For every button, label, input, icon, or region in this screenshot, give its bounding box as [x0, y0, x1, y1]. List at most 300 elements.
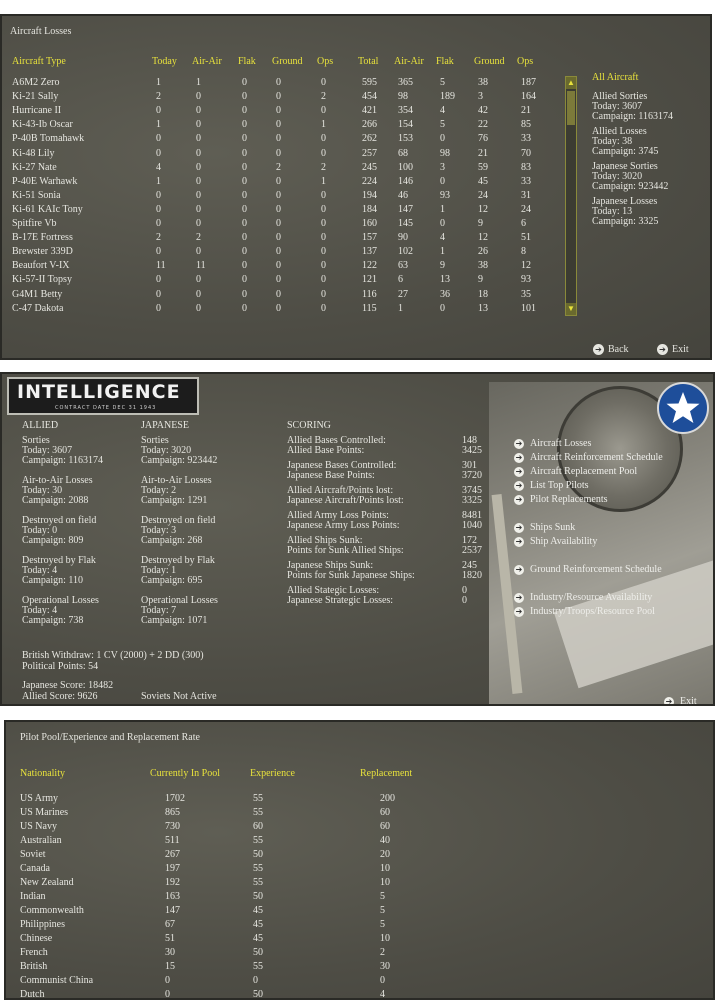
arrow-right-icon: ➔ — [515, 592, 523, 602]
table-cell: 0 — [156, 147, 161, 159]
table-cell: 865 — [165, 807, 180, 818]
table-cell: 20 — [380, 849, 390, 860]
intel-link-label: Aircraft Reinforcement Schedule — [530, 452, 663, 463]
table-cell: 1 — [398, 302, 403, 314]
table-cell: 55 — [253, 863, 263, 874]
table-cell: 0 — [242, 218, 247, 229]
political-points: Political Points: 54 — [22, 661, 99, 672]
table-cell: 0 — [196, 119, 201, 131]
score-value: 8481 — [462, 510, 482, 521]
pilot-pool-title: Pilot Pool/Experience and Replacement Rate — [20, 732, 200, 743]
score-value: 2537 — [462, 545, 482, 556]
table-cell: 38 — [478, 260, 488, 272]
table-cell: 46 — [398, 189, 408, 201]
intel-exit-button[interactable]: ➔ Exit — [665, 696, 697, 706]
table-cell: Spitfire Vb — [12, 218, 57, 229]
score-value: 3425 — [462, 445, 482, 456]
table-cell: Ki-51 Sonia — [12, 189, 61, 201]
aircraft-losses-panel — [0, 14, 712, 360]
intel-link[interactable] — [514, 536, 597, 547]
table-cell: 0 — [440, 133, 445, 145]
table-cell: 63 — [398, 260, 408, 272]
allied-sorties-summary: Allied Sorties Today: 3607 Campaign: 1163174 — [592, 91, 674, 122]
table-cell: 5 — [440, 119, 445, 131]
table-cell: 187 — [521, 77, 536, 88]
table-cell: 9 — [478, 274, 483, 286]
table-cell: 30 — [165, 947, 175, 958]
table-cell: 0 — [321, 133, 326, 145]
table-cell: 4 — [440, 105, 445, 117]
table-cell: 0 — [242, 161, 247, 173]
table-cell: 0 — [440, 218, 445, 229]
table-cell: Philippines — [20, 919, 66, 930]
column-header: Flak — [238, 56, 256, 67]
table-cell: 0 — [276, 147, 281, 159]
table-cell: Commonwealth — [20, 905, 84, 916]
table-cell: 1 — [156, 77, 161, 88]
arrow-right-icon: ➔ — [665, 696, 673, 706]
table-cell: 0 — [276, 133, 281, 145]
intel-link-label: Industry/Resource Availability — [530, 592, 653, 603]
table-cell: 122 — [362, 260, 377, 272]
table-cell: 0 — [242, 91, 247, 103]
table-cell: 1 — [440, 246, 445, 258]
table-cell: 13 — [440, 274, 450, 286]
score-value: 148 — [462, 435, 477, 446]
table-cell: Brewster 339D — [12, 246, 73, 258]
table-cell: 22 — [478, 119, 488, 131]
stat-line: Destroyed by Flak — [22, 555, 96, 566]
table-cell: 0 — [321, 77, 326, 88]
table-cell: 454 — [362, 91, 377, 103]
stat-line: Today: 1 — [141, 565, 177, 576]
stat-line: Air-to-Air Losses — [141, 475, 212, 486]
table-cell: 115 — [362, 302, 377, 314]
table-cell: 70 — [521, 147, 531, 159]
table-cell: 55 — [253, 793, 263, 804]
column-header: Aircraft Type — [12, 56, 66, 67]
table-cell: 68 — [398, 147, 408, 159]
table-cell: 0 — [276, 105, 281, 117]
table-cell: 262 — [362, 133, 377, 145]
score-value: 3745 — [462, 485, 482, 496]
score-value: 0 — [462, 595, 467, 606]
japanese-sorties-summary: Japanese Sorties Today: 3020 Campaign: 923442 — [592, 161, 669, 192]
table-cell: 67 — [165, 919, 175, 930]
stat-line: Operational Losses — [141, 595, 218, 606]
table-cell: 0 — [242, 189, 247, 201]
stat-line: Today: 7 — [141, 605, 177, 616]
arrow-right-icon: ➔ — [515, 536, 523, 546]
table-cell: 40 — [380, 835, 390, 846]
intel-link-label: Aircraft Losses — [530, 438, 592, 449]
table-cell: 11 — [156, 260, 166, 272]
table-cell: 45 — [253, 905, 263, 916]
table-cell: Australian — [20, 835, 62, 846]
table-cell: 51 — [165, 933, 175, 944]
table-cell: 0 — [321, 274, 326, 286]
intel-link-label: Industry/Troops/Resource Pool — [530, 606, 655, 617]
table-cell: 55 — [253, 807, 263, 818]
arrow-right-icon: ➔ — [515, 564, 523, 574]
table-cell: French — [20, 947, 48, 958]
allied-header: ALLIED — [22, 420, 59, 431]
back-button[interactable]: ➔ Back — [593, 344, 629, 355]
table-cell: 100 — [398, 161, 413, 173]
stat-line: Today: 4 — [22, 565, 58, 576]
table-cell: 2 — [380, 947, 385, 958]
table-cell: 0 — [196, 161, 201, 173]
table-cell: 0 — [156, 302, 161, 314]
table-cell: 0 — [165, 989, 170, 1000]
allied-score: Allied Score: 9626 — [22, 691, 98, 702]
score-label: Japanese Aircraft/Points lost: — [287, 495, 404, 506]
stat-line: Campaign: 695 — [141, 575, 203, 586]
table-cell: 5 — [440, 77, 445, 88]
table-cell: 85 — [521, 119, 531, 131]
table-cell: 45 — [253, 919, 263, 930]
table-cell: 2 — [156, 232, 161, 244]
table-cell: 18 — [478, 288, 488, 300]
table-cell: 0 — [242, 133, 247, 145]
score-label: Japanese Base Points: — [287, 470, 375, 481]
table-cell: 2 — [156, 91, 161, 103]
table-cell: 2 — [276, 161, 281, 173]
table-cell: 12 — [478, 203, 488, 215]
column-header: Air-Air — [394, 56, 424, 67]
table-cell: 0 — [276, 288, 281, 300]
intel-link[interactable] — [514, 480, 589, 491]
table-cell: P-40E Warhawk — [12, 175, 78, 187]
exit-button[interactable]: ➔ Exit — [657, 344, 689, 355]
table-cell: 59 — [478, 161, 488, 173]
table-cell: 5 — [380, 891, 385, 902]
table-cell: B-17E Fortress — [12, 232, 73, 244]
table-cell: 0 — [156, 274, 161, 286]
table-cell: Communist China — [20, 975, 94, 986]
scroll-down-icon[interactable]: ▼ — [567, 304, 575, 313]
intel-link-label: Ships Sunk — [530, 522, 576, 533]
column-header: Ops — [317, 56, 334, 67]
table-cell: Ki-43-Ib Oscar — [12, 119, 73, 131]
intel-link[interactable] — [514, 522, 575, 533]
table-cell: 0 — [242, 105, 247, 117]
table-cell: 27 — [398, 288, 408, 300]
table-cell: 2 — [196, 232, 201, 244]
table-cell: 24 — [521, 203, 531, 215]
table-cell: 33 — [521, 175, 531, 187]
scroll-thumb[interactable] — [567, 91, 575, 125]
table-cell: 21 — [478, 147, 488, 159]
table-cell: 0 — [242, 175, 247, 187]
table-cell: 157 — [362, 232, 377, 244]
stat-line: Today: 3607 — [22, 445, 73, 456]
intelligence-panel — [0, 372, 715, 706]
table-cell: 93 — [521, 274, 531, 286]
table-cell: 194 — [362, 189, 377, 201]
table-cell: 0 — [242, 260, 247, 272]
column-header: Today — [152, 56, 177, 67]
table-cell: 0 — [321, 203, 326, 215]
table-cell: 1 — [321, 119, 326, 131]
table-cell: 0 — [196, 189, 201, 201]
table-cell: 90 — [398, 232, 408, 244]
table-cell: 2 — [321, 91, 326, 103]
table-cell: 5 — [380, 919, 385, 930]
table-cell: 50 — [253, 891, 263, 902]
table-cell: 102 — [398, 246, 413, 258]
table-cell: 0 — [242, 147, 247, 159]
intel-link-label: Ground Reinforcement Schedule — [530, 564, 662, 575]
stat-line: Today: 3020 — [141, 445, 192, 456]
score-label: Allied Ships Sunk: — [287, 535, 363, 546]
stat-line: Today: 2 — [141, 485, 177, 496]
table-cell: 93 — [440, 189, 450, 201]
pilot-pool-panel — [4, 720, 715, 1000]
table-cell: 0 — [242, 203, 247, 215]
table-cell: 0 — [380, 975, 385, 986]
table-cell: 421 — [362, 105, 377, 117]
table-cell: 0 — [253, 975, 258, 986]
stat-line: Campaign: 1291 — [141, 495, 208, 506]
table-cell: 0 — [440, 175, 445, 187]
table-cell: 0 — [196, 175, 201, 187]
column-header: Ground — [474, 56, 505, 67]
table-cell: 0 — [242, 288, 247, 300]
table-cell: 1 — [196, 77, 201, 88]
table-cell: Ki-57-II Topsy — [12, 274, 72, 286]
table-cell: 184 — [362, 203, 377, 215]
column-header: Ground — [272, 56, 303, 67]
table-cell: 245 — [362, 161, 377, 173]
table-cell: 10 — [380, 933, 390, 944]
table-cell: 10 — [380, 863, 390, 874]
table-cell: 0 — [196, 288, 201, 300]
intel-link-label: List Top Pilots — [530, 480, 589, 491]
intel-link[interactable] — [514, 564, 662, 575]
japanese-score: Japanese Score: 18482 — [22, 680, 114, 691]
stat-line: Today: 4 — [22, 605, 58, 616]
intel-link[interactable] — [514, 606, 655, 617]
score-value: 1820 — [462, 570, 482, 581]
table-cell: New Zealand — [20, 877, 74, 888]
table-cell: 8 — [521, 246, 526, 258]
stat-line: Campaign: 2088 — [22, 495, 89, 506]
table-cell: 0 — [156, 288, 161, 300]
table-cell: 365 — [398, 77, 413, 88]
table-cell: 0 — [242, 274, 247, 286]
table-cell: 0 — [242, 77, 247, 88]
table-cell: 0 — [276, 77, 281, 88]
stat-line: Campaign: 1163174 — [22, 455, 104, 466]
table-cell: 0 — [196, 274, 201, 286]
table-cell: 0 — [196, 203, 201, 215]
stat-line: Campaign: 268 — [141, 535, 203, 546]
arrow-right-icon: ➔ — [515, 494, 523, 504]
table-cell: 21 — [521, 105, 531, 117]
column-header: Replacement — [360, 768, 413, 779]
intelligence-banner: INTELLIGENCE CONTRACT DATE DEC 31 1943 — [7, 377, 199, 415]
stat-line: Operational Losses — [22, 595, 99, 606]
table-cell: 60 — [380, 807, 390, 818]
stat-line: Campaign: 923442 — [141, 455, 218, 466]
table-cell: 0 — [276, 203, 281, 215]
score-value: 3325 — [462, 495, 482, 506]
stat-line: Sorties — [141, 435, 169, 446]
table-cell: 0 — [321, 105, 326, 117]
table-cell: 163 — [165, 891, 180, 902]
table-cell: 45 — [478, 175, 488, 187]
table-cell: 3 — [478, 91, 483, 103]
allied-losses-summary: Allied Losses Today: 38 Campaign: 3745 — [592, 126, 659, 157]
score-label: Allied Army Loss Points: — [287, 510, 389, 521]
table-cell: 98 — [440, 147, 450, 159]
table-cell: 55 — [253, 877, 263, 888]
intel-link[interactable] — [514, 494, 608, 505]
table-cell: 147 — [398, 203, 413, 215]
panel-title: Aircraft Losses — [10, 26, 72, 37]
table-cell: 60 — [253, 821, 263, 832]
table-cell: 76 — [478, 133, 488, 145]
table-cell: 0 — [156, 203, 161, 215]
score-value: 1040 — [462, 520, 482, 531]
table-cell: Beaufort V-IX — [12, 260, 70, 272]
table-cell: 55 — [253, 835, 263, 846]
column-header: Currently In Pool — [150, 768, 220, 779]
intel-link[interactable] — [514, 438, 591, 449]
table-cell: US Army — [20, 793, 59, 804]
table-cell: 0 — [321, 260, 326, 272]
column-header: Flak — [436, 56, 454, 67]
soviets-status: Soviets Not Active — [141, 691, 217, 702]
score-label: Points for Sunk Japanese Ships: — [287, 570, 415, 581]
table-cell: 164 — [521, 91, 536, 103]
table-cell: 0 — [276, 175, 281, 187]
japanese-header: JAPANESE — [141, 420, 189, 431]
table-cell: US Navy — [20, 821, 57, 832]
column-header: Experience — [250, 768, 295, 779]
table-cell: 42 — [478, 105, 488, 117]
table-cell: 511 — [165, 835, 180, 846]
table-cell: 0 — [276, 189, 281, 201]
stat-line: Campaign: 110 — [22, 575, 84, 586]
table-cell: 45 — [253, 933, 263, 944]
stat-line: Destroyed by Flak — [141, 555, 215, 566]
table-cell: 257 — [362, 147, 377, 159]
table-cell: Chinese — [20, 933, 53, 944]
stat-line: Today: 30 — [22, 485, 63, 496]
table-cell: Indian — [20, 891, 46, 902]
scoring-header: SCORING — [287, 420, 331, 431]
table-cell: 121 — [362, 274, 377, 286]
stat-line: Today: 3 — [141, 525, 177, 536]
table-cell: 38 — [478, 77, 488, 88]
star-emblem-icon — [657, 382, 709, 434]
intel-link[interactable] — [514, 452, 663, 463]
intel-link[interactable] — [514, 592, 652, 603]
stat-line: Campaign: 738 — [22, 615, 84, 626]
table-cell: 60 — [380, 821, 390, 832]
table-cell: 31 — [521, 189, 531, 201]
table-cell: 12 — [478, 232, 488, 244]
table-cell: 266 — [362, 119, 377, 131]
table-cell: 1 — [156, 175, 161, 187]
table-cell: 36 — [440, 288, 450, 300]
table-cell: 0 — [321, 232, 326, 244]
table-cell: 0 — [321, 288, 326, 300]
scrollbar[interactable] — [565, 76, 577, 316]
table-cell: 0 — [321, 189, 326, 201]
table-cell: 0 — [276, 119, 281, 131]
table-cell: 0 — [321, 246, 326, 258]
table-cell: 0 — [156, 133, 161, 145]
score-label: Points for Sunk Allied Ships: — [287, 545, 404, 556]
table-cell: 0 — [321, 147, 326, 159]
table-cell: 24 — [478, 189, 488, 201]
stat-line: Air-to-Air Losses — [22, 475, 93, 486]
score-label: Japanese Bases Controlled: — [287, 460, 397, 471]
arrow-right-icon: ➔ — [515, 522, 523, 532]
table-cell: 0 — [196, 91, 201, 103]
table-cell: 9 — [478, 218, 483, 229]
table-cell: 0 — [440, 302, 445, 314]
table-cell: 147 — [165, 905, 180, 916]
stat-line: Sorties — [22, 435, 50, 446]
score-value: 0 — [462, 585, 467, 596]
table-cell: 11 — [196, 260, 206, 272]
intel-link[interactable] — [514, 466, 637, 477]
score-value: 172 — [462, 535, 477, 546]
table-cell: 137 — [362, 246, 377, 258]
table-cell: 0 — [196, 218, 201, 229]
table-cell: 83 — [521, 161, 531, 173]
table-cell: Ki-27 Nate — [12, 161, 57, 173]
score-value: 3720 — [462, 470, 482, 481]
score-label: Allied Base Points: — [287, 445, 365, 456]
table-cell: Ki-48 Lily — [12, 147, 55, 159]
stat-line: Destroyed on field — [141, 515, 216, 526]
table-cell: 200 — [380, 793, 395, 804]
table-cell: 0 — [321, 302, 326, 314]
stat-line: Campaign: 809 — [22, 535, 84, 546]
stat-line: Today: 0 — [22, 525, 58, 536]
score-label: Allied Stategic Losses: — [287, 585, 380, 596]
table-cell: 5 — [380, 905, 385, 916]
table-cell: British — [20, 961, 48, 972]
table-cell: 0 — [165, 975, 170, 986]
japanese-losses-summary: Japanese Losses Today: 13 Campaign: 3325 — [592, 196, 659, 227]
arrow-right-icon: ➔ — [515, 480, 523, 490]
table-cell: Hurricane II — [12, 105, 62, 117]
table-cell: 224 — [362, 175, 377, 187]
table-cell: 354 — [398, 105, 413, 117]
all-aircraft-title: All Aircraft — [592, 72, 639, 83]
intel-link-label: Pilot Replacements — [530, 494, 608, 505]
score-label: Japanese Strategic Losses: — [287, 595, 394, 606]
table-cell: 51 — [521, 232, 531, 244]
table-cell: Ki-21 Sally — [12, 91, 59, 103]
scroll-up-icon[interactable]: ▲ — [567, 78, 575, 87]
arrow-right-icon: ➔ — [515, 438, 523, 448]
table-cell: 0 — [156, 189, 161, 201]
table-cell: 146 — [398, 175, 413, 187]
score-label: Allied Aircraft/Points lost: — [287, 485, 394, 496]
table-cell: P-40B Tomahawk — [12, 133, 85, 145]
table-cell: 10 — [380, 877, 390, 888]
table-cell: 0 — [196, 302, 201, 314]
arrow-right-icon: ➔ — [515, 452, 523, 462]
table-cell: 0 — [276, 218, 281, 229]
